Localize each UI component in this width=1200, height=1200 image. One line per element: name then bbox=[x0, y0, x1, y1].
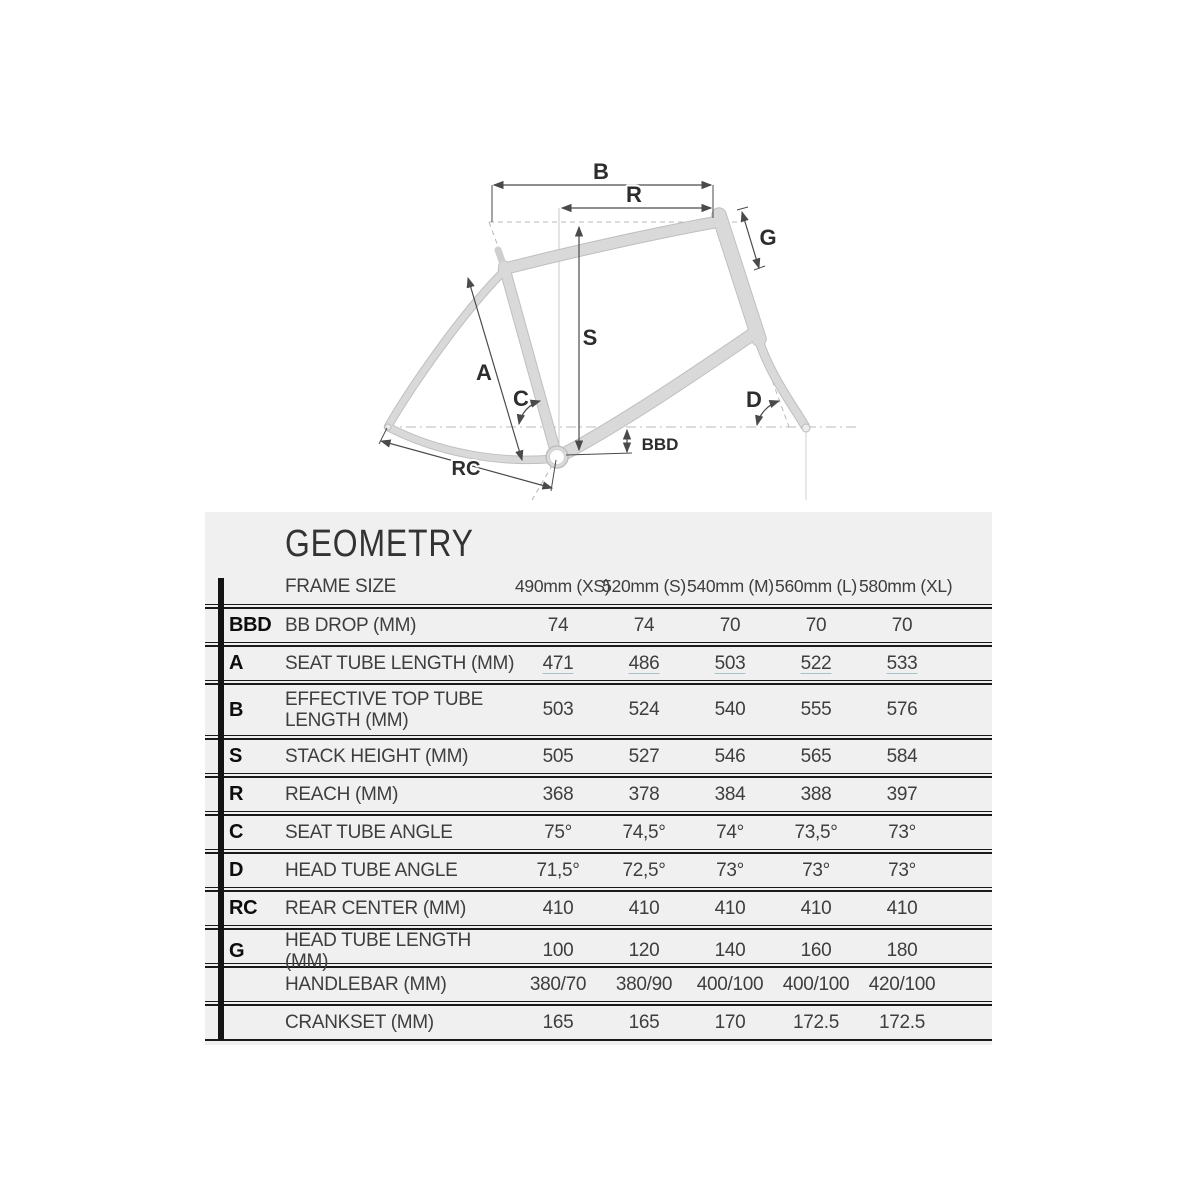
table-title: GEOMETRY bbox=[285, 523, 474, 565]
table-row-handlebar: HANDLEBAR (MM) 380/70 380/90 400/100 400/100 420/100 bbox=[285, 973, 936, 995]
table-header-row bbox=[205, 568, 992, 604]
dim-label-rear-center: RC bbox=[451, 458, 481, 480]
table-row-seat-tube-length: A SEAT TUBE LENGTH (MM) 471 486 503 522 533 bbox=[229, 652, 918, 674]
table-row-effective-top-tube: B EFFECTIVE TOP TUBE LENGTH (MM) 503 524 540 555 576 bbox=[229, 689, 918, 731]
dim-label-seat-tube: A bbox=[476, 360, 492, 385]
table-row-head-tube-length: G HEAD TUBE LENGTH (MM) 100 120 140 160 180 bbox=[229, 930, 918, 972]
dim-label-stack: S bbox=[582, 325, 598, 350]
dim-label-top-tube: B bbox=[593, 159, 609, 184]
header-size-xl: 580mm (XL) bbox=[859, 575, 953, 596]
geometry-table bbox=[205, 512, 992, 1045]
header-size-s: 520mm (S) bbox=[602, 575, 686, 596]
header-frame-size: FRAME SIZE bbox=[285, 575, 397, 597]
table-bottom-rule bbox=[205, 1039, 992, 1045]
table-row-bb-drop: BBD BB DROP (MM) 74 74 70 70 70 bbox=[229, 614, 913, 636]
header-size-xs: 490mm (XS) bbox=[515, 575, 611, 596]
table-row-reach: R REACH (MM) 368 378 384 388 397 bbox=[229, 783, 918, 805]
seat-tube-length-link[interactable]: 503 bbox=[714, 652, 746, 674]
seat-tube-length-link[interactable]: 486 bbox=[628, 652, 660, 674]
seat-tube-length-link[interactable]: 522 bbox=[800, 652, 832, 674]
front-dropout bbox=[802, 424, 810, 432]
left-accent-bar bbox=[218, 578, 224, 1040]
seat-tube-length-link[interactable]: 471 bbox=[542, 652, 574, 674]
header-size-l: 560mm (L) bbox=[775, 575, 857, 596]
dim-label-head-angle: D bbox=[746, 387, 762, 412]
seat-tube-length-link[interactable]: 533 bbox=[886, 652, 918, 674]
bike-frame bbox=[385, 215, 810, 468]
dim-label-seat-angle: C bbox=[513, 386, 529, 411]
table-row-crankset: CRANKSET (MM) 165 165 170 172.5 172.5 bbox=[285, 1011, 926, 1033]
header-size-m: 540mm (M) bbox=[687, 575, 774, 596]
table-row-rear-center: RC REAR CENTER (MM) 410 410 410 410 410 bbox=[229, 897, 918, 919]
table-row-head-tube-angle: D HEAD TUBE ANGLE 71,5° 72,5° 73° 73° 73° bbox=[229, 859, 916, 881]
table-row-stack-height: S STACK HEIGHT (MM) 505 527 546 565 584 bbox=[229, 745, 918, 767]
dim-label-bb-drop: BBD bbox=[641, 435, 679, 454]
table-row-seat-tube-angle: C SEAT TUBE ANGLE 75° 74,5° 74° 73,5° 73° bbox=[229, 821, 916, 843]
dim-label-reach: R bbox=[626, 182, 642, 207]
dim-label-head-tube-length: G bbox=[759, 225, 777, 250]
frame-geometry-diagram bbox=[368, 140, 896, 506]
